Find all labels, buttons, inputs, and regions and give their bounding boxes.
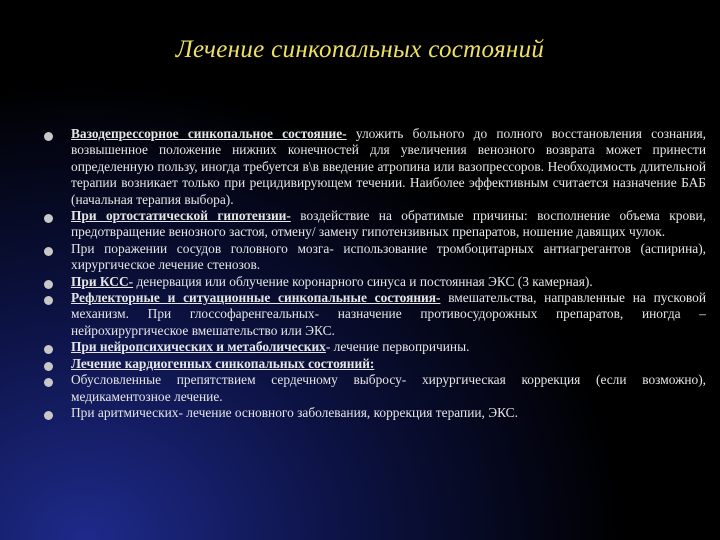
item-text xyxy=(71,126,706,208)
list-item xyxy=(44,208,706,241)
item-text xyxy=(71,274,706,290)
item-body: - лечение первопричины. xyxy=(325,339,470,355)
item-heading: Вазодепрессорное синкопальное состояние- xyxy=(71,126,347,141)
item-text xyxy=(71,405,706,421)
bullet-icon xyxy=(44,378,53,387)
list-item xyxy=(44,339,706,355)
bullet-icon xyxy=(44,362,53,371)
item-body: воздействие на обратимые причины: восполнение объема крови, предотвращение венозного застоя, отмену/ замену гипотензивных препаратов, ношение давящих чулок. xyxy=(71,208,706,240)
item-body: При аритмических- лечение основного заболевания, коррекция терапии, ЭКС. xyxy=(71,404,518,420)
list-item xyxy=(44,290,706,339)
bullet-icon xyxy=(44,345,53,354)
item-body: Обусловленные препятствием сердечному выбросу- хирургическая коррекция (если возможно), медикаментозное лечение. xyxy=(71,372,706,404)
item-text xyxy=(71,339,706,355)
item-text xyxy=(71,290,706,339)
item-body: денервация или облучение коронарного синуса и постоянная ЭКС (3 камерная). xyxy=(133,273,593,289)
list-item xyxy=(44,356,706,372)
bullet-icon xyxy=(44,280,53,289)
item-body: уложить больного до полного восстановления сознания, возвышенное положение нижних конечностей для увеличения венозного возврата может принести определенную пользу, иногда требуется в\в введение атропина или вазопрессоров. Необходимость длительной терапии возникает только при рецидивирующем течении. Наиболее эффективным считается назначение БАБ (начальная терапия выбора). xyxy=(71,126,707,207)
item-heading: Лечение кардиогенных синкопальных состояний: xyxy=(71,355,375,371)
bullet-icon xyxy=(44,132,53,141)
item-heading: При нейропсихических и метаболических xyxy=(71,339,326,355)
slide-title: Лечение синкопальных состояний xyxy=(175,36,545,63)
item-body: При поражении сосудов головного мозга- использование тромбоцитарных антиагрегантов (аспирина), хирургическое лечение стенозов. xyxy=(71,240,706,273)
list-item xyxy=(44,372,706,405)
item-heading: При ортостатической гипотензии- xyxy=(71,208,291,224)
item-text xyxy=(71,372,706,405)
item-text xyxy=(71,208,706,241)
bullet-icon xyxy=(44,247,53,256)
item-heading: При КСС- xyxy=(71,273,134,289)
treatment-list xyxy=(44,126,706,421)
list-item xyxy=(44,405,706,421)
item-text xyxy=(71,356,706,372)
bullet-icon xyxy=(44,296,53,305)
list-item xyxy=(44,126,706,208)
bullet-icon xyxy=(44,411,53,420)
item-heading: Рефлекторные и ситуационные синкопальные состояния- xyxy=(71,290,441,306)
bullet-icon xyxy=(44,214,53,223)
list-item xyxy=(44,241,706,274)
list-item xyxy=(44,274,706,290)
item-body: вмешательства, направленные на пусковой механизм. При глоссофаренгеальных- назначение противосудорожных препаратов, иногда – нейрохирургическое вмешательство или ЭКС. xyxy=(71,290,706,338)
item-text xyxy=(71,241,706,274)
